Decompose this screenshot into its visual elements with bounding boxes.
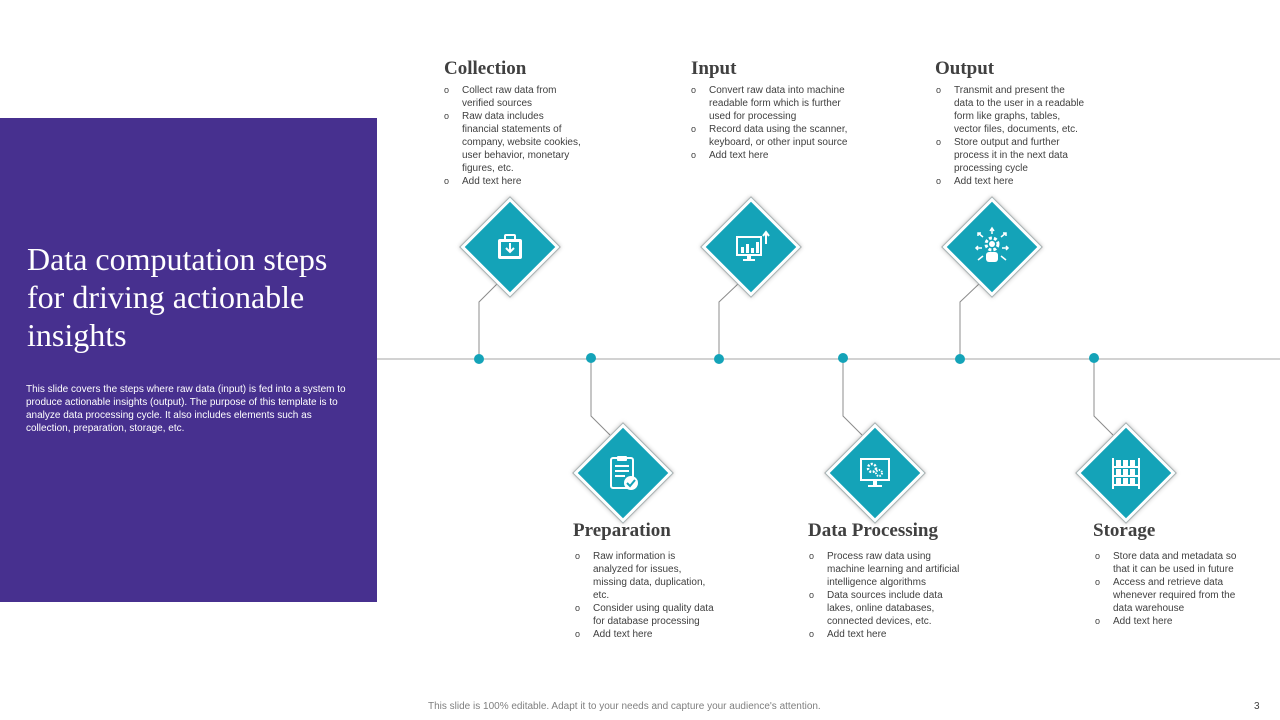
step-bullets-output xyxy=(935,84,1085,188)
step-title-output: Output xyxy=(935,58,995,79)
step-bullets-storage xyxy=(1094,550,1252,628)
step-title-collection: Collection xyxy=(444,58,527,79)
timeline-dot-storage xyxy=(1089,353,1099,363)
step-title-input: Input xyxy=(691,58,737,79)
list-item: o Add text here xyxy=(443,175,583,188)
timeline-dot-output xyxy=(955,354,965,364)
connector-preparation xyxy=(591,359,610,435)
list-item: o Process raw data using machine learning and artificial intelligence algorithms xyxy=(808,550,963,589)
monitor-chart-icon xyxy=(728,224,774,270)
step-title-preparation: Preparation xyxy=(573,520,671,541)
connector-collection xyxy=(479,283,498,359)
list-item: o Data sources include data lakes, online databases, connected devices, etc. xyxy=(808,589,963,628)
footer-note: This slide is 100% editable. Adapt it to your needs and capture your audience's attention. xyxy=(428,701,821,712)
connector-data-processing xyxy=(843,359,862,435)
briefcase-download-icon xyxy=(487,224,533,270)
connector-output xyxy=(960,283,980,359)
list-item: o Store output and further process it in the next data processing cycle xyxy=(935,136,1085,175)
slide-title: Data computation steps for driving actionable insights xyxy=(27,241,328,353)
timeline-dot-collection xyxy=(474,354,484,364)
slide-description: This slide covers the steps where raw data (input) is fed into a system to produce actionable insights (output). The purpose of this template is to analyze data processing cycle. It also includes elements such as collection, preparation, storage, etc. xyxy=(26,384,346,434)
step-title-storage: Storage xyxy=(1093,520,1156,541)
list-item: o Add text here xyxy=(808,628,963,641)
list-item: o Add text here xyxy=(1094,615,1252,628)
step-bullets-input xyxy=(690,84,848,162)
list-item: o Store data and metadata so that it can be used in future xyxy=(1094,550,1252,576)
connector-input xyxy=(719,283,739,359)
step-bullets-collection xyxy=(443,84,583,188)
list-item: o Add text here xyxy=(690,149,848,162)
user-gear-network-icon xyxy=(969,224,1015,270)
step-title-data-processing: Data Processing xyxy=(808,520,938,541)
step-bullets-data-processing xyxy=(808,550,963,641)
storage-rack-icon xyxy=(1103,450,1149,496)
list-item: o Raw information is analyzed for issues, missing data, duplication, etc. xyxy=(574,550,714,602)
connector-storage xyxy=(1094,359,1113,435)
list-item: o Collect raw data from verified sources xyxy=(443,84,583,110)
timeline-dot-input xyxy=(714,354,724,364)
page-number: 3 xyxy=(1254,701,1260,712)
monitor-gears-icon xyxy=(852,450,898,496)
list-item: o Add text here xyxy=(935,175,1085,188)
list-item: o Access and retrieve data whenever required from the data warehouse xyxy=(1094,576,1252,615)
list-item: o Add text here xyxy=(574,628,714,641)
list-item: o Raw data includes financial statements of company, website cookies, user behavior, monetary figures, etc. xyxy=(443,110,583,175)
timeline-dot-preparation xyxy=(586,353,596,363)
step-bullets-preparation xyxy=(574,550,714,641)
list-item: o Record data using the scanner, keyboard, or other input source xyxy=(690,123,848,149)
list-item: o Convert raw data into machine readable form which is further used for processing xyxy=(690,84,848,123)
timeline-dot-data-processing xyxy=(838,353,848,363)
list-item: o Transmit and present the data to the user in a readable form like graphs, tables, vector files, documents, etc. xyxy=(935,84,1085,136)
list-item: o Consider using quality data for database processing xyxy=(574,602,714,628)
clipboard-check-icon xyxy=(600,450,646,496)
